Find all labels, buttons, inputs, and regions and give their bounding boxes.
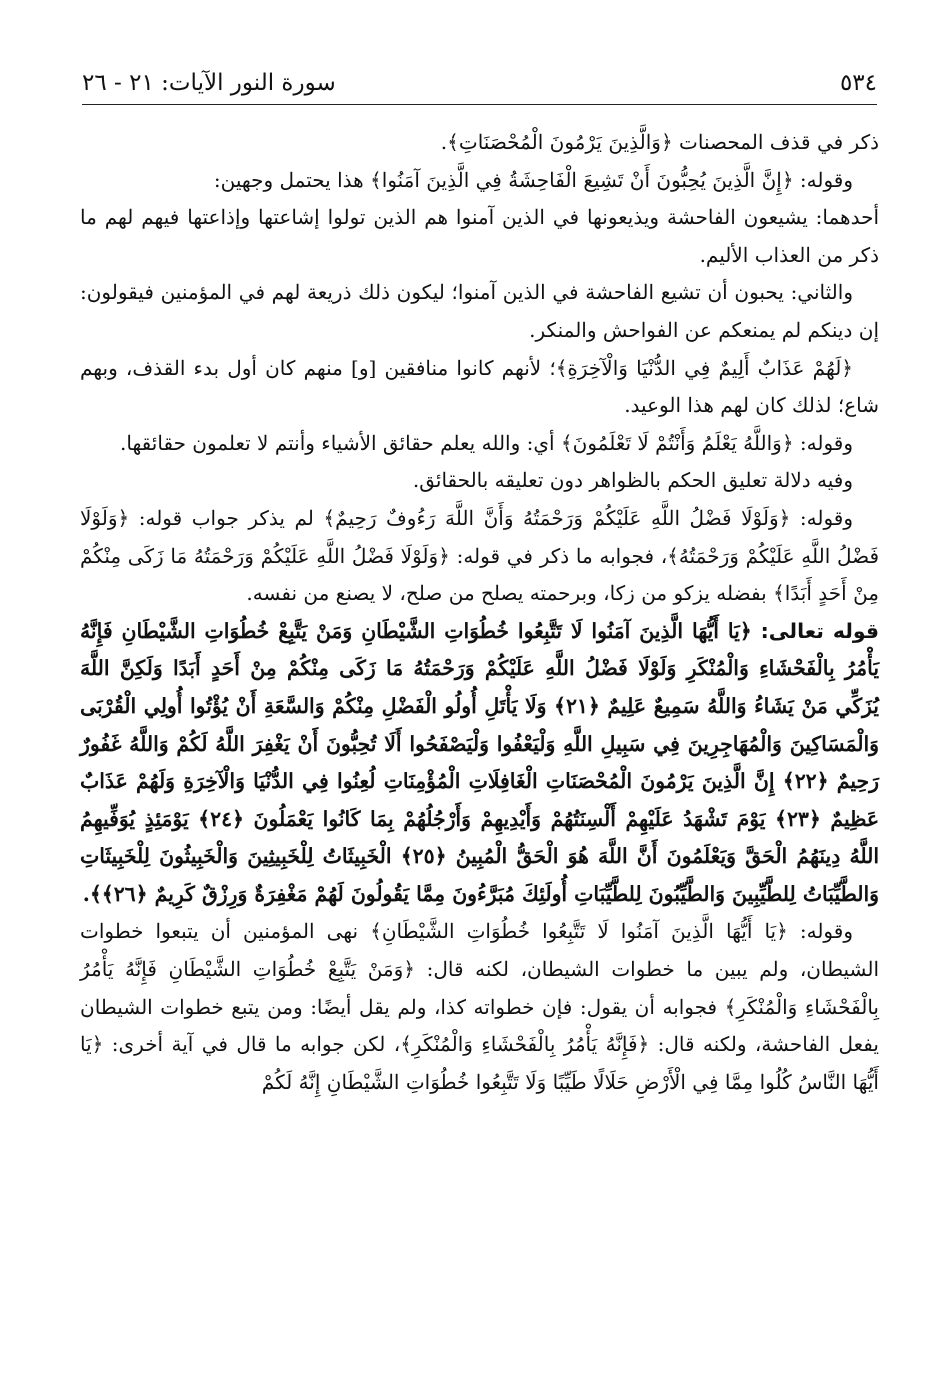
verses-block: [80, 613, 879, 914]
page-number: ٥٣٤: [839, 70, 877, 96]
paragraph-7: وفيه دلالة تعليق الحكم بالظواهر دون تعليقه بالحقائق.: [412, 468, 853, 493]
verses-text: ﴿يَا أَيُّهَا الَّذِينَ آمَنُوا لَا تَتَّبِعُوا خُطُوَاتِ الشَّيْطَانِ وَمَنْ يَتَّبِعْ خُطُوَاتِ الشَّيْطَانِ فَإِنَّهُ يَأْمُرُ بِالْفَحْشَاءِ وَالْمُنْكَرِ وَلَوْلَا فَضْلُ اللَّهِ عَلَيْكُمْ وَرَحْمَتُهُ مَا زَكَى مِنْكُمْ مِنْ أَحَدٍ أَبَدًا وَلَكِنَّ اللَّهَ يُزَكِّي مَنْ يَشَاءُ وَاللَّهُ سَمِيعٌ عَلِيمٌ ﴿٢١﴾ وَلَا يَأْتَلِ أُولُو الْفَضْلِ مِنْكُمْ وَالسَّعَةِ أَنْ يُؤْتُوا أُولِي الْقُرْبَى وَالْمَسَاكِينَ وَالْمُهَاجِرِينَ فِي سَبِيلِ اللَّهِ وَلْيَعْفُوا وَلْيَصْفَحُوا أَلَا تُحِبُّونَ أَنْ يَغْفِرَ اللَّهُ لَكُمْ وَاللَّهُ غَفُورٌ رَحِيمٌ ﴿٢٢﴾ إِنَّ الَّذِينَ يَرْمُونَ الْمُحْصَنَاتِ الْغَافِلَاتِ الْمُؤْمِنَاتِ لُعِنُوا فِي الدُّنْيَا وَالْآخِرَةِ وَلَهُمْ عَذَابٌ عَظِيمٌ ﴿٢٣﴾ يَوْمَ تَشْهَدُ عَلَيْهِمْ أَلْسِنَتُهُمْ وَأَيْدِيهِمْ وَأَرْجُلُهُمْ بِمَا كَانُوا يَعْمَلُونَ ﴿٢٤﴾ يَوْمَئِذٍ يُوَفِّيهِمُ اللَّهُ دِينَهُمُ الْحَقَّ وَيَعْلَمُونَ أَنَّ اللَّهَ هُوَ الْحَقُّ الْمُبِينُ ﴿٢٥﴾ الْخَبِيثَاتُ لِلْخَبِيثِينَ وَالْخَبِيثُونَ لِلْخَبِيثَاتِ وَالطَّيِّبَاتُ لِلطَّيِّبِينَ وَالطَّيِّبُونَ لِلطَّيِّبَاتِ أُولَئِكَ مُبَرَّءُونَ مِمَّا يَقُولُونَ لَهُمْ مَغْفِرَةٌ وَرِزْقٌ كَرِيمٌ ﴿٢٦﴾﴾.: [80, 618, 880, 906]
paragraph-8: وقوله: ﴿وَلَوْلَا فَضْلُ اللَّهِ عَلَيْكُمْ وَرَحْمَتُهُ وَأَنَّ اللَّهَ رَءُوفٌ رَحِيمٌ﴾ لم يذكر جواب قوله: ﴿وَلَوْلَا فَضْلُ اللَّهِ عَلَيْكُمْ وَرَحْمَتُهُ﴾، فجوابه ما ذكر في قوله: ﴿وَلَوْلَا فَضْلُ اللَّهِ عَلَيْكُمْ وَرَحْمَتُهُ مَا زَكَى مِنْكُمْ مِنْ أَحَدٍ أَبَدًا﴾ بفضله يزكو من زكا، وبرحمته يصلح من صلح، لا يصنع من نفسه.: [80, 505, 879, 606]
page-header: [82, 62, 877, 105]
paragraph-4: والثاني: يحبون أن تشيع الفاحشة في الذين آمنوا؛ ليكون ذلك ذريعة لهم في المؤمنين فيقولون: إن دينكم لم يمنعكم عن الفواحش والمنكر.: [80, 280, 879, 342]
paragraph-2: وقوله: ﴿إِنَّ الَّذِينَ يُحِبُّونَ أَنْ تَشِيعَ الْفَاحِشَةُ فِي الَّذِينَ آمَنُوا﴾ هذا يحتمل وجهين:: [213, 167, 853, 192]
verses-lead: قوله تعالى:: [760, 618, 879, 643]
running-title: سورة النور الآيات: ٢١ - ٢٦: [82, 70, 336, 96]
paragraph-1: ذكر في قذف المحصنات ﴿وَالَّذِينَ يَرْمُونَ الْمُحْصَنَاتِ﴾.: [440, 130, 879, 154]
paragraph-6: وقوله: ﴿وَاللَّهُ يَعْلَمُ وَأَنْتُمْ لَا تَعْلَمُونَ﴾ أي: والله يعلم حقائق الأشياء وأنتم لا تعلمون حقائقها.: [120, 430, 853, 455]
final-paragraph: وقوله: ﴿يَا أَيُّهَا الَّذِينَ آمَنُوا لَا تَتَّبِعُوا خُطُوَاتِ الشَّيْطَانِ﴾ نهى المؤمنين أن يتبعوا خطوات الشيطان، ولم يبين ما خطوات الشيطان، لكنه قال: ﴿وَمَنْ يَتَّبِعْ خُطُوَاتِ الشَّيْطَانِ فَإِنَّهُ يَأْمُرُ بِالْفَحْشَاءِ وَالْمُنْكَرِ﴾ فجوابه أن يقول: فإن خطواته كذا، ولم يقل أيضًا: ومن يتبع خطوات الشيطان يفعل الفاحشة، ولكنه قال: ﴿فَإِنَّهُ يَأْمُرُ بِالْفَحْشَاءِ وَالْمُنْكَرِ﴾، لكن جوابه ما قال في آية أخرى: ﴿يَا أَيُّهَا النَّاسُ كُلُوا مِمَّا فِي الْأَرْضِ حَلَالًا طَيِّبًا وَلَا تَتَّبِعُوا خُطُوَاتِ الشَّيْطَانِ إِنَّهُ لَكُمْ: [80, 919, 879, 1094]
paragraph-3: أحدهما: يشيعون الفاحشة ويذيعونها في الذين آمنوا هم الذين تولوا إشاعتها وإذاعتها فيهم لهم ما ذكر من العذاب الأليم.: [80, 205, 879, 267]
paragraph-5: ﴿لَهُمْ عَذَابٌ أَلِيمٌ فِي الدُّنْيَا وَالْآخِرَةِ﴾؛ لأنهم كانوا منافقين [و] منهم كان أول بدء القذف، وبهم شاع؛ لذلك كان لهم هذا الوعيد.: [80, 355, 879, 418]
page-body: [80, 124, 879, 1101]
